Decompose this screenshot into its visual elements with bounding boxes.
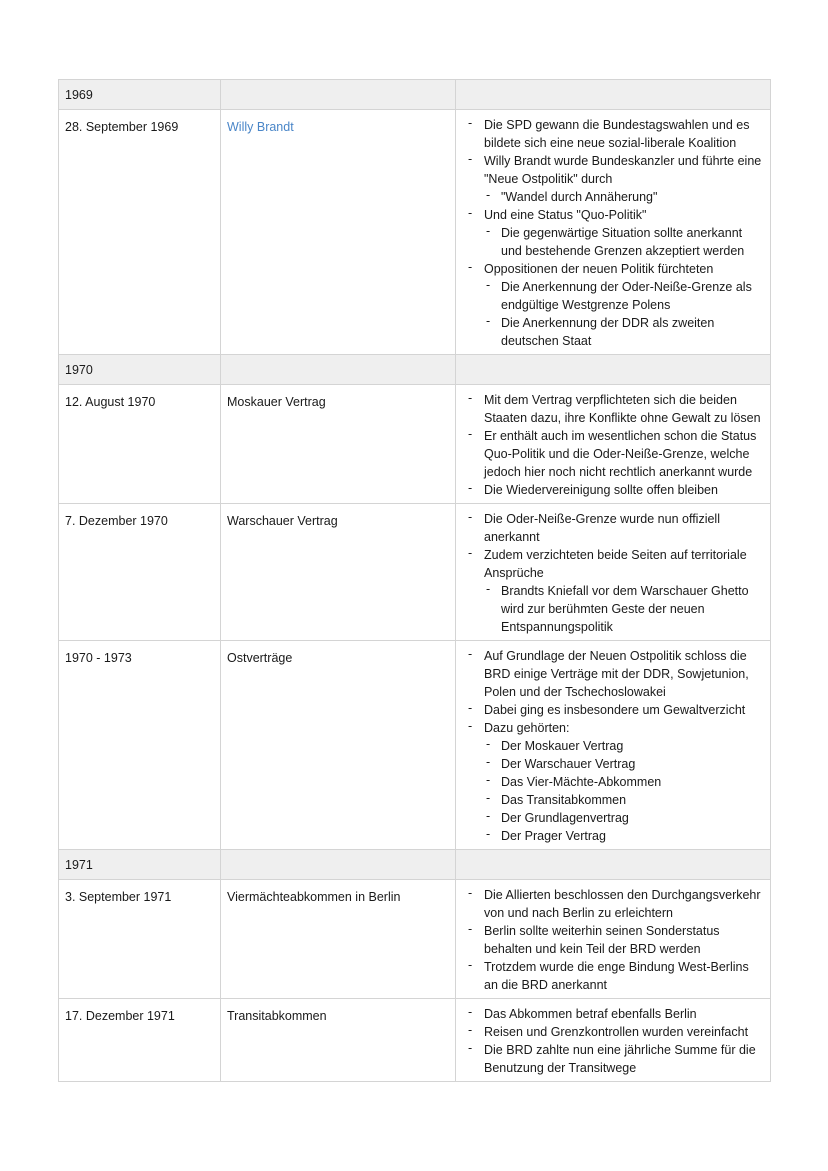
notes-list: [462, 886, 764, 994]
note-sub-item: - Die gegenwärtige Situation sollte anerkannt und bestehende Grenzen akzeptiert werden: [462, 224, 764, 260]
event-row: [59, 880, 771, 999]
event-notes-cell: [456, 641, 771, 850]
note-item: - Dazu gehörten:: [462, 719, 764, 737]
note-sub-item: - Der Moskauer Vertrag: [462, 737, 764, 755]
event-topic: Warschauer Vertrag: [227, 514, 338, 528]
note-item: - Mit dem Vertrag verpflichteten sich die beiden Staaten dazu, ihre Konflikte ohne Gewalt zu lösen: [462, 391, 764, 427]
year-empty-cell: [221, 850, 456, 880]
note-item: - Die SPD gewann die Bundestagswahlen und es bildete sich eine neue sozial-liberale Koalition: [462, 116, 764, 152]
event-date: 3. September 1971: [59, 880, 221, 999]
year-header-row: [59, 850, 771, 880]
note-item: - Dabei ging es insbesondere um Gewaltverzicht: [462, 701, 764, 719]
note-item: - Berlin sollte weiterhin seinen Sonderstatus behalten und kein Teil der BRD werden: [462, 922, 764, 958]
event-topic-cell: [221, 641, 456, 850]
year-label: 1969: [59, 80, 221, 110]
year-header-row: [59, 355, 771, 385]
notes-list: [462, 116, 764, 350]
note-item: - Die Oder-Neiße-Grenze wurde nun offiziell anerkannt: [462, 510, 764, 546]
event-topic: Transitabkommen: [227, 1009, 327, 1023]
note-item: - Reisen und Grenzkontrollen wurden vereinfacht: [462, 1023, 764, 1041]
event-notes-cell: [456, 880, 771, 999]
year-empty-cell: [221, 80, 456, 110]
timeline-body: [59, 80, 771, 1082]
event-topic-cell: [221, 110, 456, 355]
year-empty-cell: [221, 355, 456, 385]
note-sub-item: - Der Prager Vertrag: [462, 827, 764, 845]
year-label: 1970: [59, 355, 221, 385]
year-empty-cell: [456, 850, 771, 880]
year-label: 1971: [59, 850, 221, 880]
note-item: - Zudem verzichteten beide Seiten auf territoriale Ansprüche: [462, 546, 764, 582]
note-sub-item: - Der Grundlagenvertrag: [462, 809, 764, 827]
note-sub-item: - Das Transitabkommen: [462, 791, 764, 809]
year-empty-cell: [456, 355, 771, 385]
event-topic-cell: [221, 504, 456, 641]
event-date: 17. Dezember 1971: [59, 999, 221, 1082]
event-notes-cell: [456, 504, 771, 641]
event-topic-cell: [221, 880, 456, 999]
event-row: [59, 385, 771, 504]
event-topic: Ostverträge: [227, 651, 293, 665]
note-sub-item: - Brandts Kniefall vor dem Warschauer Ghetto wird zur berühmten Geste der neuen Entspannungspolitik: [462, 582, 764, 636]
note-sub-item: - Die Anerkennung der Oder-Neiße-Grenze als endgültige Westgrenze Polens: [462, 278, 764, 314]
notes-list: [462, 391, 764, 499]
note-item: - Willy Brandt wurde Bundeskanzler und führte eine "Neue Ostpolitik" durch: [462, 152, 764, 188]
event-row: [59, 110, 771, 355]
event-topic-link[interactable]: Willy Brandt: [227, 120, 294, 134]
event-date: 12. August 1970: [59, 385, 221, 504]
note-item: - Das Abkommen betraf ebenfalls Berlin: [462, 1005, 764, 1023]
notes-list: [462, 647, 764, 845]
timeline-table: [58, 79, 771, 1082]
note-item: - Und eine Status "Quo-Politik": [462, 206, 764, 224]
note-item: - Trotzdem wurde die enge Bindung West-Berlins an die BRD anerkannt: [462, 958, 764, 994]
event-topic: Moskauer Vertrag: [227, 395, 326, 409]
year-header-row: [59, 80, 771, 110]
event-notes-cell: [456, 110, 771, 355]
note-item: - Die Allierten beschlossen den Durchgangsverkehr von und nach Berlin zu erleichtern: [462, 886, 764, 922]
event-topic-cell: [221, 385, 456, 504]
event-date: 1970 - 1973: [59, 641, 221, 850]
note-sub-item: - Das Vier-Mächte-Abkommen: [462, 773, 764, 791]
note-item: - Oppositionen der neuen Politik fürchteten: [462, 260, 764, 278]
event-topic-cell: [221, 999, 456, 1082]
event-notes-cell: [456, 385, 771, 504]
note-sub-item: - "Wandel durch Annäherung": [462, 188, 764, 206]
note-item: - Auf Grundlage der Neuen Ostpolitik schloss die BRD einige Verträge mit der DDR, Sowjetunion, Polen und der Tschechoslowakei: [462, 647, 764, 701]
note-sub-item: - Der Warschauer Vertrag: [462, 755, 764, 773]
note-sub-item: - Die Anerkennung der DDR als zweiten deutschen Staat: [462, 314, 764, 350]
event-date: 28. September 1969: [59, 110, 221, 355]
event-row: [59, 999, 771, 1082]
notes-list: [462, 1005, 764, 1077]
note-item: - Die BRD zahlte nun eine jährliche Summe für die Benutzung der Transitwege: [462, 1041, 764, 1077]
event-notes-cell: [456, 999, 771, 1082]
event-row: [59, 641, 771, 850]
event-topic: Viermächteabkommen in Berlin: [227, 890, 401, 904]
note-item: - Die Wiedervereinigung sollte offen bleiben: [462, 481, 764, 499]
notes-list: [462, 510, 764, 636]
event-row: [59, 504, 771, 641]
note-item: - Er enthält auch im wesentlichen schon die Status Quo-Politik und die Oder-Neiße-Grenze, welche jedoch hier noch nicht rechtlich anerkannt wurde: [462, 427, 764, 481]
event-date: 7. Dezember 1970: [59, 504, 221, 641]
year-empty-cell: [456, 80, 771, 110]
